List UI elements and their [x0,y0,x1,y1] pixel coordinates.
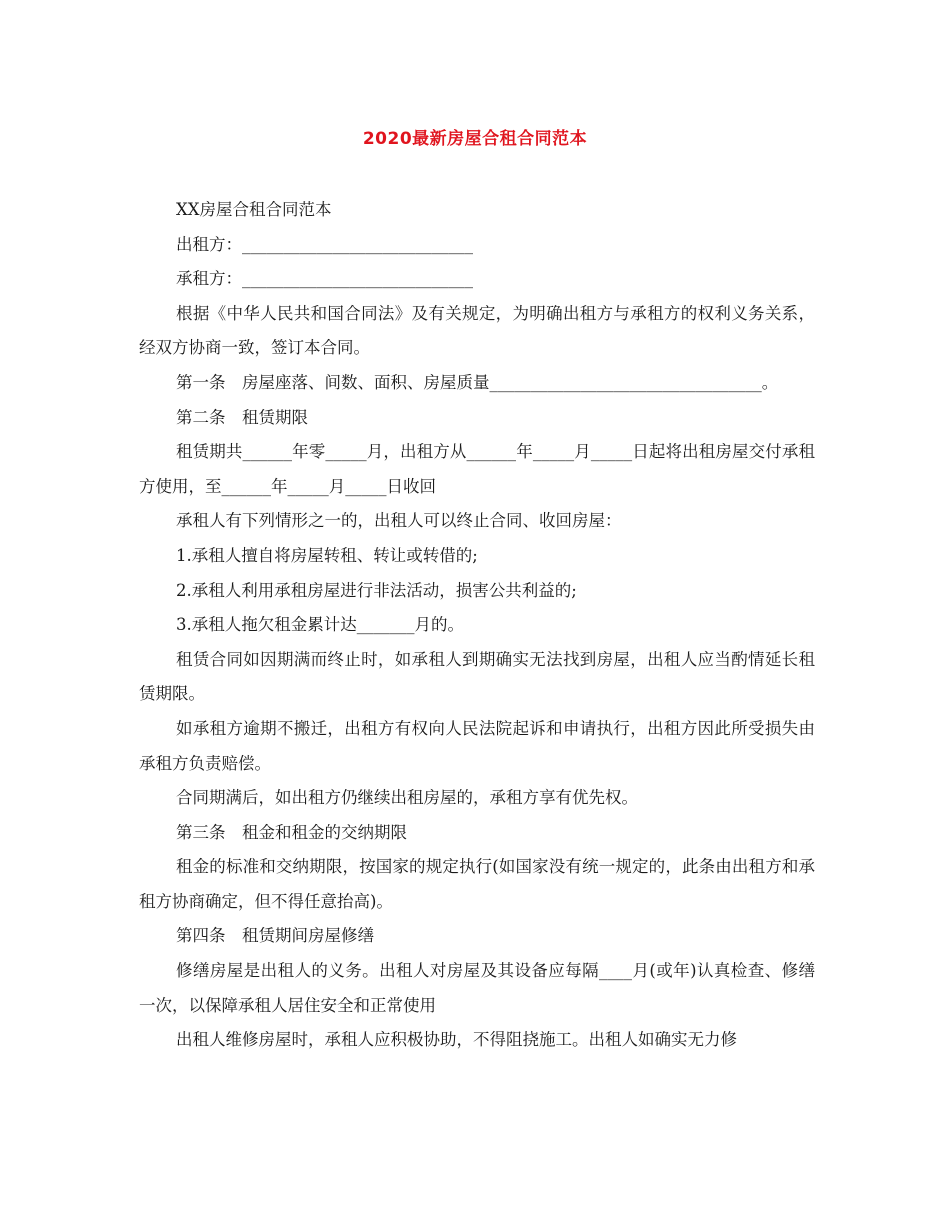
priority-paragraph: 合同期满后，如出租方仍继续出租房屋的，承租方享有优先权。 [176,788,638,808]
document-body [139,193,815,1058]
termination-intro: 承租人有下列情形之一的，出租人可以终止合同、收回房屋： [176,511,622,531]
lease-term-paragraph: 租赁期共______年零_____月，出租方从______年_____月_____日起将出租房屋交付承租方使用，至______年_____月_____日收回 [139,442,815,496]
article-4-heading: 第四条 租赁期间房屋修缮 [176,926,374,946]
overdue-paragraph: 如承租方逾期不搬迁，出租方有权向人民法院起诉和申请执行，出租方因此所受损失由承租方负责赔偿。 [139,718,815,773]
document-title: 2020最新房屋合租合同范本 [362,129,588,149]
repair-paragraph: 修缮房屋是出租人的义务。出租人对房屋及其设备应每隔____月(或年)认真检查、修缮一次，以保障承租人居住安全和正常使用 [139,961,815,1015]
lessee-line: 承租方：____________________________ [176,269,473,289]
termination-item-1: 1.承租人擅自将房屋转租、转让或转借的; [176,545,478,565]
rent-standard-paragraph: 租金的标准和交纳期限，按国家的规定执行(如国家没有统一规定的，此条由出租方和承租方协商确定，但不得任意抬高)。 [139,857,815,911]
termination-item-3: 3.承租人拖欠租金累计达_______月的。 [176,615,464,635]
article-1: 第一条 房屋座落、间数、面积、房屋质量_________________________________。 [176,372,779,392]
paragraph-heading: XX房屋合租合同范本 [176,200,332,219]
repair-cooperation-paragraph: 出租人维修房屋时，承租人应积极协助，不得阻挠施工。出租人如确实无力修 [176,1030,737,1050]
termination-item-2: 2.承租人利用承租房屋进行非法活动，损害公共利益的; [176,580,577,600]
article-2-heading: 第二条 租赁期限 [176,407,308,427]
article-3-heading: 第三条 租金和租金的交纳期限 [176,822,407,842]
expiry-paragraph: 租赁合同如因期满而终止时，如承租人到期确实无法找到房屋，出租人应当酌情延长租赁期限。 [139,649,815,704]
preamble-paragraph: 根据《中华人民共和国合同法》及有关规定，为明确出租方与承租方的权利义务关系，经双方协商一致，签订本合同。 [139,303,815,358]
lessor-line: 出租方：____________________________ [176,234,473,254]
